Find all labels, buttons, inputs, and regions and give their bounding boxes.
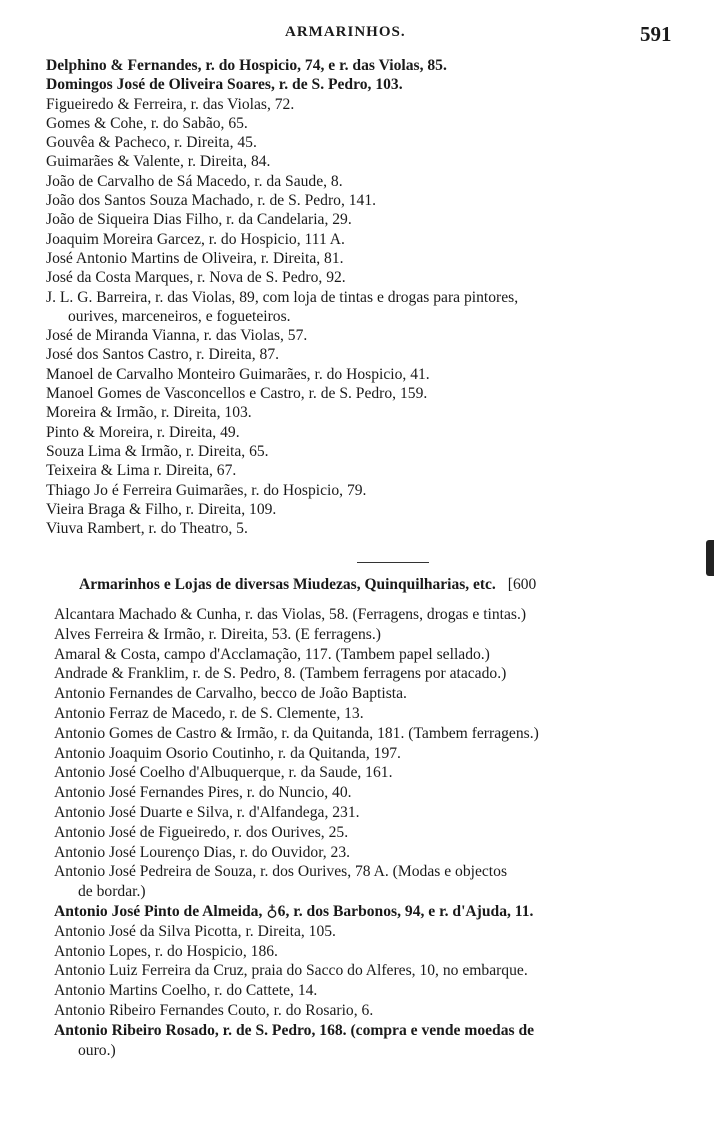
directory-entry: Vieira Braga & Filho, r. Direita, 109. <box>46 500 277 518</box>
directory-entry: Antonio Lopes, r. do Hospicio, 186. <box>54 942 278 960</box>
directory-entry: Pinto & Moreira, r. Direita, 49. <box>46 423 240 441</box>
directory-entry: Manoel Gomes de Vasconcellos e Castro, r. de S. Pedro, 159. <box>46 385 428 403</box>
miudezas-list <box>54 605 704 1060</box>
directory-entry: José de Miranda Vianna, r. das Violas, 57. <box>46 327 308 345</box>
section-heading <box>79 576 536 594</box>
section-title: Armarinhos e Lojas de diversas Miudezas, Quinquilharias, etc. <box>79 576 496 593</box>
page-header <box>0 22 714 48</box>
directory-entry: Antonio José Pinto de Almeida, ♁6, r. dos Barbonos, 94, e r. d'Ajuda, 11. <box>54 902 534 920</box>
directory-entry: Antonio José Fernandes Pires, r. do Nuncio, 40. <box>54 784 352 802</box>
directory-entry: Teixeira & Lima r. Direita, 67. <box>46 462 237 480</box>
directory-entry: Souza Lima & Irmão, r. Direita, 65. <box>46 442 269 460</box>
section-divider <box>357 562 429 563</box>
directory-entry: João de Siqueira Dias Filho, r. da Candelaria, 29. <box>46 211 352 229</box>
directory-entry: Amaral & Costa, campo d'Acclamação, 117. (Tambem papel sellado.) <box>54 645 490 663</box>
directory-entry: Antonio Ribeiro Rosado, r. de S. Pedro, 168. (compra e vende moedas de <box>54 1021 535 1039</box>
directory-entry: Viuva Rambert, r. do Theatro, 5. <box>46 520 248 538</box>
directory-entry: Antonio Joaquim Osorio Coutinho, r. da Quitanda, 197. <box>54 744 401 762</box>
directory-entry: Delphino & Fernandes, r. do Hospicio, 74, e r. das Violas, 85. <box>46 57 447 74</box>
running-title: ARMARINHOS. <box>285 24 406 40</box>
entry-continuation: ourives, marceneiros, e fogueteiros. <box>68 307 291 325</box>
directory-entry: Antonio Martins Coelho, r. do Cattete, 14. <box>54 982 318 1000</box>
directory-entry: Gomes & Cohe, r. do Sabão, 65. <box>46 114 248 132</box>
directory-entry: José Antonio Martins de Oliveira, r. Direita, 81. <box>46 249 344 267</box>
directory-entry: Antonio Ribeiro Fernandes Couto, r. do Rosario, 6. <box>54 1001 374 1019</box>
page-edge-mark <box>706 540 714 576</box>
directory-entry: João dos Santos Souza Machado, r. de S. Pedro, 141. <box>46 192 377 210</box>
directory-entry: Guimarães & Valente, r. Direita, 84. <box>46 153 271 171</box>
directory-entry: José da Costa Marques, r. Nova de S. Pedro, 92. <box>46 269 346 287</box>
entry-continuation: de bordar.) <box>78 883 146 901</box>
directory-entry: Antonio José Pedreira de Souza, r. dos Ourives, 78 A. (Modas e objectos <box>54 863 508 881</box>
directory-entry: Antonio José Coelho d'Albuquerque, r. da Saude, 161. <box>54 764 393 782</box>
directory-entry: Antonio Gomes de Castro & Irmão, r. da Quitanda, 181. (Tambem ferragens.) <box>54 724 539 742</box>
entry-continuation: ouro.) <box>78 1041 116 1059</box>
armarinhos-list <box>46 56 686 538</box>
directory-entry: José dos Santos Castro, r. Direita, 87. <box>46 346 280 364</box>
directory-entry: Antonio Ferraz de Macedo, r. de S. Clemente, 13. <box>54 704 364 722</box>
directory-entry: Antonio José Duarte e Silva, r. d'Alfandega, 231. <box>54 803 360 821</box>
directory-entry: Antonio José da Silva Picotta, r. Direita, 105. <box>54 922 336 940</box>
directory-entry: Antonio José de Figueiredo, r. dos Ourives, 25. <box>54 823 349 841</box>
directory-entry: Manoel de Carvalho Monteiro Guimarães, r. do Hospicio, 41. <box>46 365 430 383</box>
directory-entry: Alves Ferreira & Irmão, r. Direita, 53. (E ferragens.) <box>54 625 381 643</box>
directory-entry: Thiago Jo é Ferreira Guimarães, r. do Hospicio, 79. <box>46 481 367 499</box>
section-number: [600 <box>507 576 537 593</box>
directory-entry: Andrade & Franklim, r. de S. Pedro, 8. (Tambem ferragens por atacado.) <box>54 665 507 683</box>
directory-entry: Moreira & Irmão, r. Direita, 103. <box>46 404 252 422</box>
directory-entry: Antonio Luiz Ferreira da Cruz, praia do Sacco do Alferes, 10, no embarque. <box>54 962 528 980</box>
directory-entry: Joaquim Moreira Garcez, r. do Hospicio, 111 A. <box>46 230 345 248</box>
directory-entry: João de Carvalho de Sá Macedo, r. da Saude, 8. <box>46 172 343 190</box>
directory-entry: Antonio José Lourenço Dias, r. do Ouvidor, 23. <box>54 843 351 861</box>
directory-entry: J. L. G. Barreira, r. das Violas, 89, com loja de tintas e drogas para pintores, <box>46 288 519 306</box>
directory-entry: Gouvêa & Pacheco, r. Direita, 45. <box>46 134 257 152</box>
directory-entry: Figueiredo & Ferreira, r. das Violas, 72. <box>46 95 295 113</box>
page-number: 591 <box>640 22 672 46</box>
directory-entry: Antonio Fernandes de Carvalho, becco de João Baptista. <box>54 685 407 703</box>
directory-entry: Alcantara Machado & Cunha, r. das Violas, 58. (Ferragens, drogas e tintas.) <box>54 606 527 623</box>
directory-entry: Domingos José de Oliveira Soares, r. de S. Pedro, 103. <box>46 76 403 94</box>
